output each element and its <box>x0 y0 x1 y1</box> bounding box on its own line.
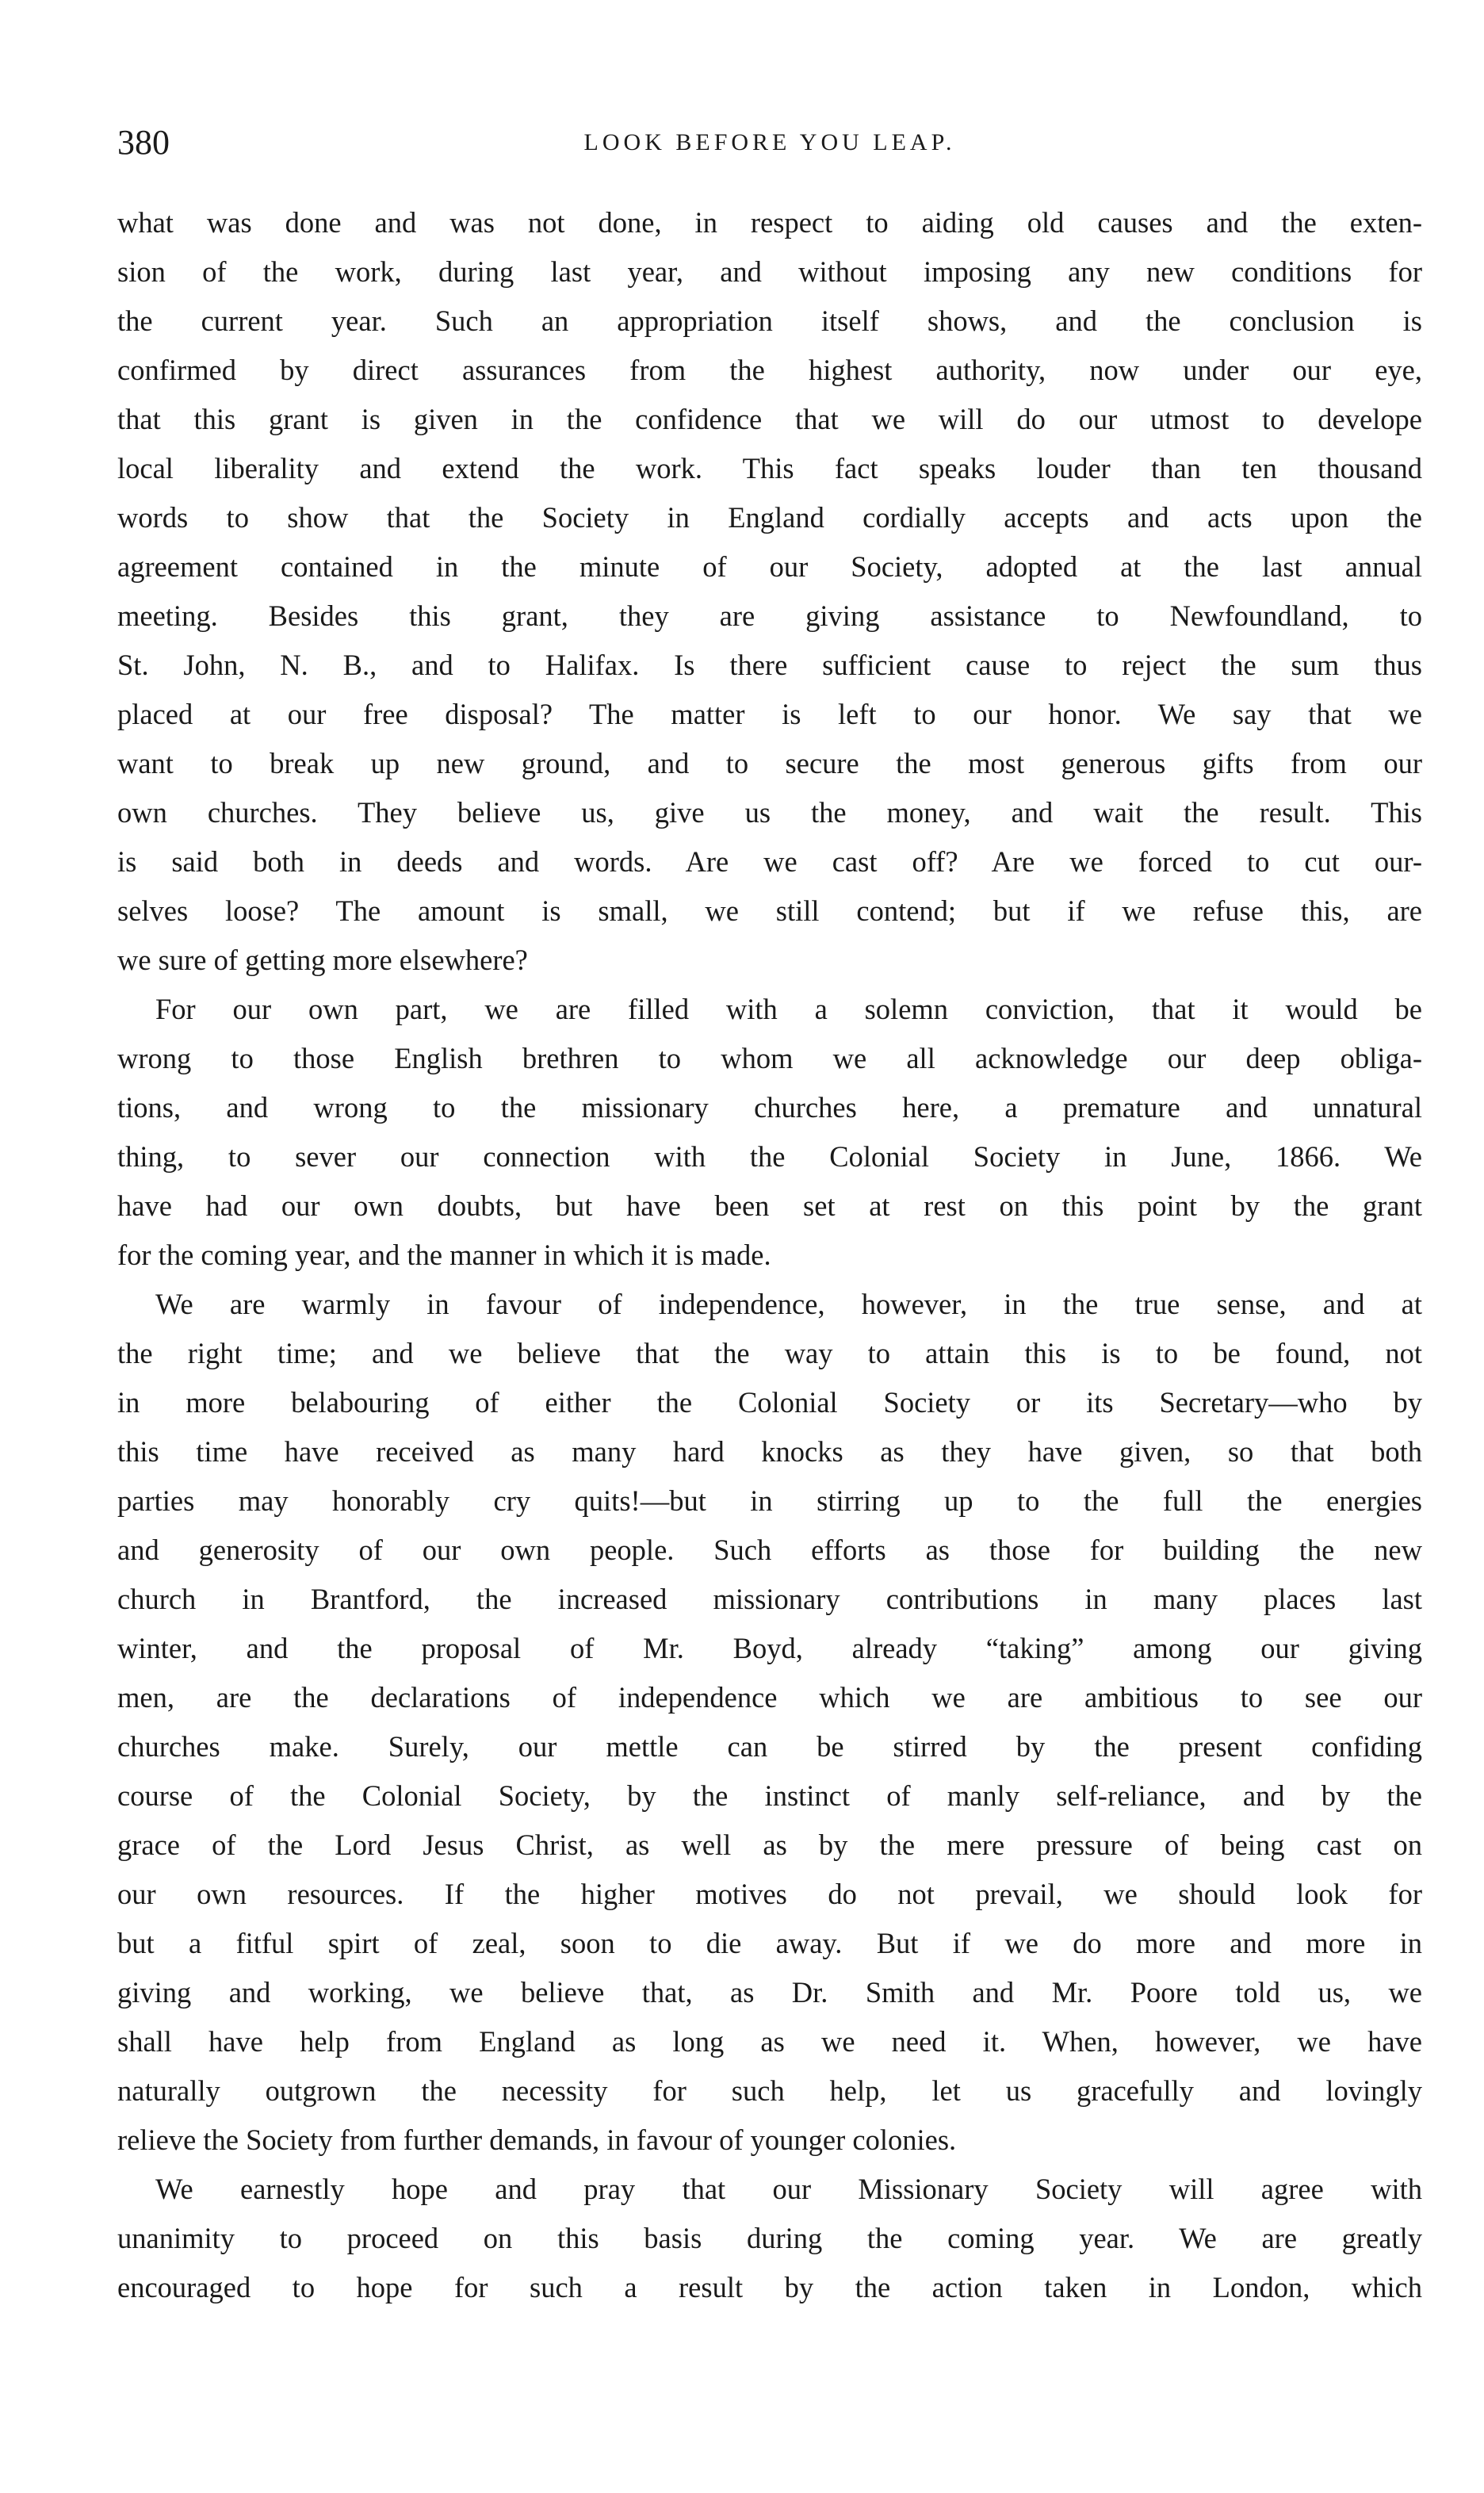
text-line: but a fitful spirt of zeal, soon to die away. But if we do more and more in <box>117 1927 1422 1959</box>
page-number: 380 <box>117 123 170 162</box>
text-line: relieve the Society from further demands, in favour of younger colonies. <box>117 2123 957 2156</box>
text-line: in more belabouring of either the Colonial Society or its Secretary—who by <box>117 1386 1422 1419</box>
text-line: parties may honorably cry quits!—but in stirring up to the full the energies <box>117 1484 1422 1517</box>
running-title: LOOK BEFORE YOU LEAP. <box>583 129 956 155</box>
page-header <box>117 119 1422 167</box>
text-line: grace of the Lord Jesus Christ, as well as by the mere pressure of being cast on <box>117 1829 1422 1861</box>
body-text <box>117 198 1422 2312</box>
text-line: selves loose? The amount is small, we still contend; but if we refuse this, are <box>117 894 1422 927</box>
text-line: naturally outgrown the necessity for such help, let us gracefully and lovingly <box>117 2074 1422 2107</box>
text-line: church in Brantford, the increased missionary contributions in many places last <box>117 1583 1422 1615</box>
text-line: encouraged to hope for such a result by the action taken in London, which <box>117 2271 1422 2303</box>
text-line: placed at our free disposal? The matter is left to our honor. We say that we <box>117 698 1422 730</box>
text-line: giving and working, we believe that, as Dr. Smith and Mr. Poore told us, we <box>117 1976 1422 2009</box>
text-line: St. John, N. B., and to Halifax. Is there sufficient cause to reject the sum thus <box>117 649 1422 681</box>
text-line: what was done and was not done, in respect to aiding old causes and the exten- <box>117 206 1422 239</box>
text-line: We earnestly hope and pray that our Missionary Society will agree with <box>155 2173 1422 2205</box>
paragraph <box>117 2165 1422 2312</box>
paragraph <box>117 1280 1422 2165</box>
text-line: agreement contained in the minute of our Society, adopted at the last annual <box>117 550 1422 583</box>
text-line: want to break up new ground, and to secure the most generous gifts from our <box>117 747 1422 779</box>
text-line: meeting. Besides this grant, they are giving assistance to Newfoundland, to <box>117 599 1422 632</box>
text-line: have had our own doubts, but have been set at rest on this point by the grant <box>117 1189 1422 1222</box>
text-line: and generosity of our own people. Such efforts as those for building the new <box>117 1534 1422 1566</box>
text-line: churches make. Surely, our mettle can be stirred by the present confiding <box>117 1730 1422 1763</box>
text-line: We are warmly in favour of independence, however, in the true sense, and at <box>155 1288 1422 1320</box>
text-line: we sure of getting more elsewhere? <box>117 944 528 976</box>
text-line: our own resources. If the higher motives do not prevail, we should look for <box>117 1878 1422 1910</box>
text-line: winter, and the proposal of Mr. Boyd, already “taking” among our giving <box>117 1632 1422 1664</box>
text-line: tions, and wrong to the missionary churches here, a premature and unnatural <box>117 1091 1422 1124</box>
text-line: sion of the work, during last year, and without imposing any new conditions for <box>117 255 1422 288</box>
paragraph <box>117 985 1422 1280</box>
text-line: confirmed by direct assurances from the highest authority, now under our eye, <box>117 354 1422 386</box>
text-line: words to show that the Society in England cordially accepts and acts upon the <box>117 501 1422 534</box>
text-line: For our own part, we are filled with a solemn conviction, that it would be <box>155 993 1422 1025</box>
text-line: men, are the declarations of independence which we are ambitious to see our <box>117 1681 1422 1714</box>
text-line: for the coming year, and the manner in which it is made. <box>117 1239 771 1271</box>
text-line: thing, to sever our connection with the Colonial Society in June, 1866. We <box>117 1140 1422 1173</box>
text-line: local liberality and extend the work. This fact speaks louder than ten thousand <box>117 452 1422 484</box>
text-line: that this grant is given in the confidence that we will do our utmost to develope <box>117 403 1422 435</box>
text-line: the right time; and we believe that the way to attain this is to be found, not <box>117 1337 1422 1369</box>
text-line: this time have received as many hard knocks as they have given, so that both <box>117 1435 1422 1468</box>
text-line: the current year. Such an appropriation itself shows, and the conclusion is <box>117 304 1422 337</box>
text-line: wrong to those English brethren to whom we all acknowledge our deep obliga- <box>117 1042 1422 1074</box>
paragraph <box>117 198 1422 985</box>
text-line: unanimity to proceed on this basis during the coming year. We are greatly <box>117 2222 1422 2254</box>
text-line: course of the Colonial Society, by the instinct of manly self-reliance, and by the <box>117 1779 1422 1812</box>
text-line: own churches. They believe us, give us the money, and wait the result. This <box>117 796 1422 829</box>
text-line: shall have help from England as long as we need it. When, however, we have <box>117 2025 1422 2058</box>
text-line: is said both in deeds and words. Are we cast off? Are we forced to cut our- <box>117 845 1422 878</box>
